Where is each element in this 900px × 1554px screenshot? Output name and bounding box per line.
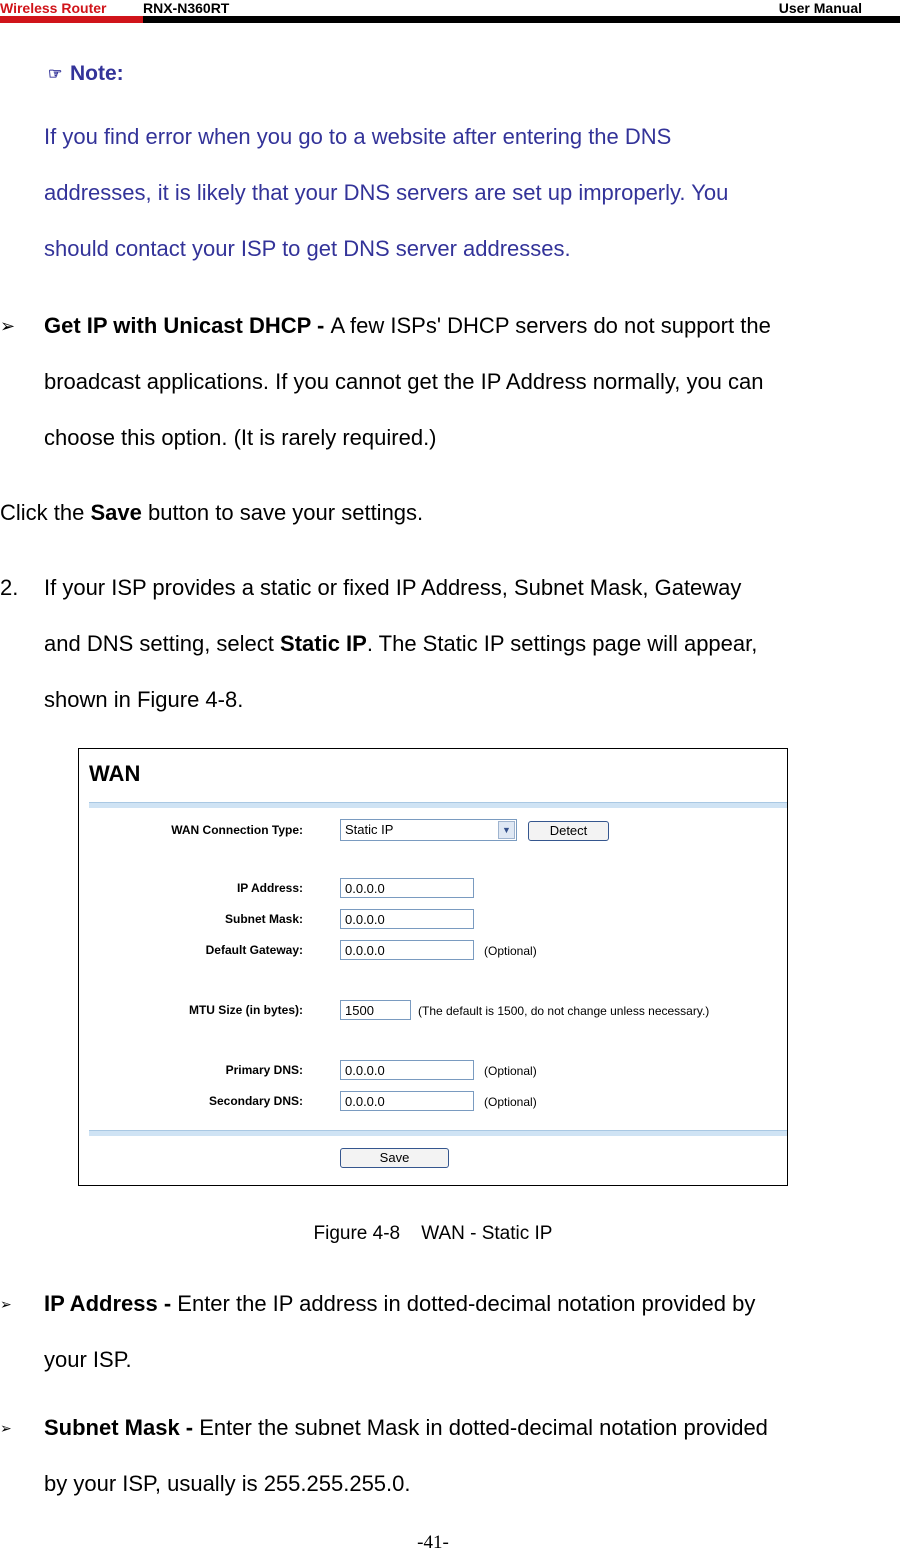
header-model: RNX-N360RT <box>143 0 230 16</box>
page-number: -41- <box>417 1532 449 1553</box>
note-line-2: addresses, it is likely that your DNS servers are set up improperly. You <box>44 180 729 205</box>
bullet-arrow-icon: ➢ <box>0 1296 12 1312</box>
note-line-3: should contact your ISP to get DNS server addresses. <box>44 236 571 261</box>
primary-dns-optional-hint: (Optional) <box>484 1064 537 1078</box>
figure-caption: Figure 4-8 WAN - Static IP <box>313 1223 553 1244</box>
header-black-bar <box>143 16 900 23</box>
note-heading <box>48 62 124 86</box>
wan-type-label: WAN Connection Type: <box>171 823 303 837</box>
unicast-line-1 <box>44 313 771 339</box>
header-red-bar <box>0 16 143 23</box>
subnet-mask-label: Subnet Mask: <box>224 912 303 926</box>
save-para-bold: Save <box>90 500 142 525</box>
primary-dns-input[interactable]: 0.0.0.0 <box>340 1060 474 1080</box>
wan-type-select[interactable] <box>340 819 517 841</box>
note-title: Note: <box>70 62 124 85</box>
chevron-down-icon[interactable]: ▼ <box>498 821 515 839</box>
gateway-optional-hint: (Optional) <box>484 944 537 958</box>
pointing-hand-icon: ☞ <box>48 66 63 83</box>
unicast-line-2: broadcast applications. If you cannot get the IP Address normally, you can <box>44 369 764 394</box>
mask-item-text: Enter the subnet Mask in dotted-decimal notation provided <box>199 1415 768 1440</box>
secondary-dns-optional-hint: (Optional) <box>484 1095 537 1109</box>
step-2-number: 2. <box>0 575 19 600</box>
mtu-size-input[interactable]: 1500 <box>340 1000 411 1020</box>
save-paragraph <box>0 500 423 526</box>
mtu-hint: (The default is 1500, do not change unless necessary.) <box>418 1004 710 1018</box>
bottom-divider <box>89 1130 787 1136</box>
bullet-arrow-icon: ➢ <box>0 316 16 336</box>
step-2-line-2 <box>44 631 757 657</box>
wan-title: WAN <box>89 761 141 786</box>
header-manual-title: User Manual <box>778 0 862 16</box>
header-brand: Wireless Router <box>0 0 107 16</box>
secondary-dns-input[interactable]: 0.0.0.0 <box>340 1091 474 1111</box>
ip-item-term: IP Address - <box>44 1291 178 1316</box>
default-gateway-label: Default Gateway: <box>205 943 303 957</box>
ip-item-line-1 <box>44 1291 755 1317</box>
step-2-post: . The Static IP settings page will appear, <box>366 631 758 656</box>
step-2-bold: Static IP <box>280 631 367 656</box>
unicast-line-3: choose this option. (It is rarely required.) <box>44 425 437 450</box>
default-gateway-input[interactable]: 0.0.0.0 <box>340 940 474 960</box>
secondary-dns-label: Secondary DNS: <box>208 1094 303 1108</box>
bullet-arrow-icon: ➢ <box>0 1420 12 1436</box>
mask-item-line-1 <box>44 1415 768 1441</box>
step-2-line-3: shown in Figure 4-8. <box>44 687 244 712</box>
mask-item-term: Subnet Mask - <box>44 1415 200 1440</box>
step-2-line-1: If your ISP provides a static or fixed IP Address, Subnet Mask, Gateway <box>44 575 742 600</box>
mask-item-line-2: by your ISP, usually is 255.255.255.0. <box>44 1471 411 1496</box>
primary-dns-label: Primary DNS: <box>225 1063 303 1077</box>
subnet-mask-input[interactable]: 0.0.0.0 <box>340 909 474 929</box>
top-divider <box>89 802 787 808</box>
ip-item-text: Enter the IP address in dotted-decimal notation provided by <box>177 1291 756 1316</box>
ip-address-label: IP Address: <box>236 881 303 895</box>
unicast-term: Get IP with Unicast DHCP - <box>44 313 331 338</box>
mtu-size-label: MTU Size (in bytes): <box>188 1003 303 1017</box>
page-header <box>0 0 900 26</box>
note-line-1: If you find error when you go to a website after entering the DNS <box>44 124 672 149</box>
detect-button[interactable]: Detect <box>528 821 609 841</box>
save-para-post: button to save your settings. <box>141 500 424 525</box>
unicast-text: A few ISPs' DHCP servers do not support the <box>330 313 771 338</box>
wan-type-value: Static IP <box>345 822 394 837</box>
wan-static-ip-screenshot <box>78 748 788 1186</box>
step-2-pre: and DNS setting, select <box>44 631 281 656</box>
save-button[interactable]: Save <box>340 1148 449 1168</box>
ip-item-line-2: your ISP. <box>44 1347 132 1372</box>
save-para-pre: Click the <box>0 500 91 525</box>
ip-address-input[interactable]: 0.0.0.0 <box>340 878 474 898</box>
